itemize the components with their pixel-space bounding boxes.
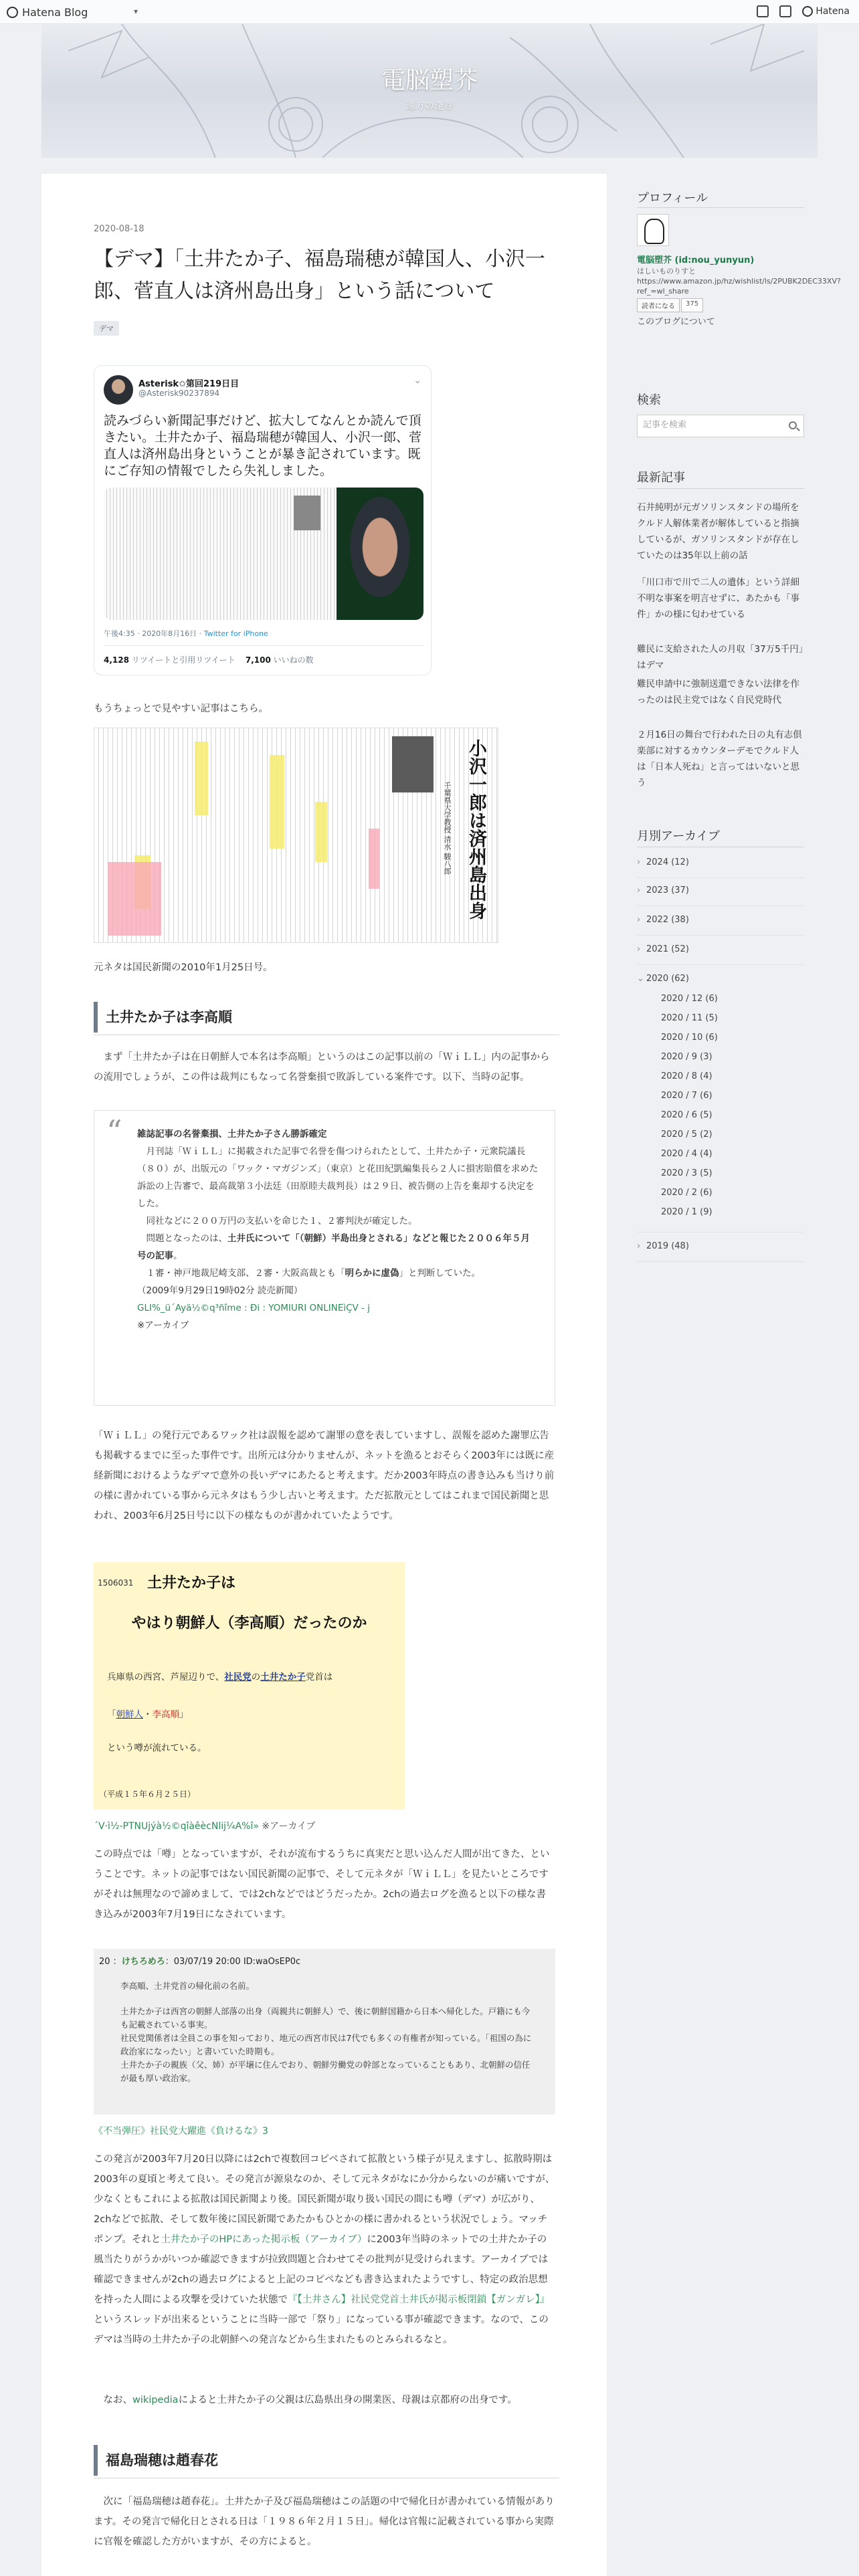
bbs-poster-name: けちろめろ bbox=[121, 1957, 165, 1967]
archive-year-2021[interactable] bbox=[637, 944, 804, 954]
archive-month-link[interactable]: 2020 / 12 (6) bbox=[661, 994, 718, 1004]
archive-month-link[interactable]: 2020 / 7 (6) bbox=[661, 1091, 712, 1101]
archive-link-row bbox=[94, 1819, 316, 1832]
category-tag[interactable]: デマ bbox=[94, 321, 119, 336]
clipping-body-3: という噂が流れている。 bbox=[107, 1743, 207, 1753]
retweet-label: リツイートと引用リツイート bbox=[131, 655, 235, 665]
tweet-timestamp[interactable]: 午後4:35 · 2020年8月16日 · bbox=[104, 629, 204, 638]
archive-month-link[interactable]: 2020 / 2 (6) bbox=[661, 1188, 712, 1198]
archive-year-label: 2022 (38) bbox=[646, 915, 689, 925]
recent-item[interactable]: 難民に支給された人の月収「37万5千円」はデマ bbox=[637, 644, 803, 671]
quote-cite-link[interactable]: GLI%_ü´Ayä½©q³ñîme : Ði : YOMIURI ONLINEìÇV - j bbox=[137, 1303, 371, 1313]
quote-body-4-lead: １審・神戸地裁尼崎支部、２審・大阪高裁とも「 bbox=[137, 1268, 345, 1279]
archive-heading: 月別アーカイブ bbox=[637, 829, 721, 843]
clipping-body-1e: 党首は bbox=[305, 1672, 333, 1683]
edit-post-icon[interactable] bbox=[757, 5, 769, 17]
profile-avatar[interactable] bbox=[637, 214, 669, 246]
hatena-ring-icon bbox=[802, 6, 813, 17]
bbs-post-body bbox=[120, 1979, 535, 2085]
bbs-line-3: 社民党関係者は全員この事を知っており、地元の西宮市民は7代でも多くの有権者が知っている。「祖国の為に政治家になったい」と書いていた時期も。 bbox=[120, 2033, 532, 2056]
quote-body-3 bbox=[137, 1230, 539, 1265]
paragraph-doi-5b: によると土井たか子の父親は広島県出身の開業医、母親は京都府の出身です。 bbox=[178, 2395, 517, 2405]
archive-year-label: 2020 (62) bbox=[646, 974, 689, 984]
clipping-body-1 bbox=[107, 1669, 401, 1685]
entry-date[interactable]: 2020-08-18 bbox=[94, 224, 145, 234]
bbs-thread-link[interactable]: 《不当弾圧》社民党大躍進《負けるな》3 bbox=[94, 2126, 268, 2137]
section-heading-fukushima: 福島瑞穂は趙春花 bbox=[94, 2445, 555, 2476]
hatena-global-header bbox=[0, 0, 859, 24]
clipping-title-line-1: 土井たか子は bbox=[147, 1575, 236, 1592]
archive-year-label: 2019 (48) bbox=[646, 1241, 689, 1251]
like-label: いいねの数 bbox=[273, 655, 314, 665]
paragraph-doi-5a: なお、 bbox=[94, 2395, 132, 2405]
bbs-post-header bbox=[99, 1954, 300, 1967]
archive-year-label: 2023 (37) bbox=[646, 885, 689, 895]
search-box bbox=[637, 415, 804, 437]
archive-month-link[interactable]: 2020 / 3 (5) bbox=[661, 1168, 712, 1178]
tweet-source[interactable]: Twitter for iPhone bbox=[203, 629, 268, 638]
archive-month-link[interactable]: 2020 / 4 (4) bbox=[661, 1149, 712, 1159]
archive-month-link[interactable]: 2020 / 1 (9) bbox=[661, 1207, 712, 1217]
quote-body-2: 同社などに２００万円の支払いを命じた１、２審判決が確定した。 bbox=[137, 1216, 417, 1226]
paragraph-doi-5 bbox=[94, 2390, 555, 2410]
clipping-body-2a: 「 bbox=[107, 1709, 116, 1720]
paragraph-fukushima-1: 次に「福島瑞穂は趙春花」。土井たか子及び福島瑞穂はこの話題の中で帰化日が書かれている情報があります。その発言で帰化日とされる日は「１９８６年２月１５日」。帰化は官報に記載されている事から実際に官報を確認した方がいますが、その方によると。 bbox=[94, 2496, 555, 2547]
newspaper-clipping-image[interactable] bbox=[94, 728, 498, 943]
quote-body-3-lead: 問題となったのは、 bbox=[137, 1233, 227, 1244]
blog-header bbox=[41, 24, 818, 158]
recent-heading: 最新記事 bbox=[637, 471, 685, 485]
paragraph-doi-4c: というスレッドが出来るということに当時一部で「祭り」になっている事が確認できます。なので、このデマは当時の土井たか子の北朝鮮への発言などから生まれたものとみられるなと。 bbox=[94, 2315, 549, 2345]
divider bbox=[637, 877, 804, 878]
subscribe-button[interactable]: 読者になる bbox=[637, 298, 680, 312]
clipping-headline: 小沢一郎は済州島出身 bbox=[466, 739, 486, 920]
paragraph-doi-4a: この発言が2003年7月20日以降には2chで複数回コピペされて拡散という様子が見えますし、拡散時期は2003年の夏頃と考えて良い。その発言が源泉なのか、そして元ネタがなにか分からないのが痛いですが、少なくともこれによる拡散は国民新聞より後。国民新聞が取り扱い国民の間にも噂（デマ）が広がり、2chなどで拡散、そして数年後に国民新聞であたかもひとかの様に書かれるという状況でしょう。マッチポンプ。それと bbox=[94, 2154, 555, 2245]
bbs-line-2: 土井たか子は西宮の朝鮮人部落の出身（両親共に朝鮮人）で、後に朝鮮国籍から日本へ帰化した。戸籍にも今も記載されている事実。 bbox=[120, 2006, 531, 2030]
clipping-body-2 bbox=[107, 1707, 189, 1720]
tweet-image-newspaper[interactable] bbox=[104, 488, 335, 620]
bbs-line-1: 李高順、土井党首の帰化前の名前。 bbox=[120, 1981, 255, 1991]
clipping-red-name: 李高順 bbox=[152, 1709, 179, 1720]
paragraph-readable: もうちょっとで見やすい記事はこちら。 bbox=[94, 704, 268, 714]
chevron-right-icon: › bbox=[637, 944, 641, 954]
archive-year-2023[interactable] bbox=[637, 885, 804, 895]
chevron-right-icon: › bbox=[637, 857, 641, 867]
highlight-mark bbox=[315, 802, 327, 862]
paragraph-doi-2: 「ＷｉＬＬ」の発行元であるワック社は誤報を認めて謝罪の意を表していますし、誤報を認めた謝罪広告も掲載するまでに至った事件です。出所元は分かりませんが、ネットを漁るとおそらく2003年には既に産経新聞におけるようなデマで意外の長いデマにあたると考えます。だか2003年時点の書き込みも当けり前の様に書かれている事から元ネタはもう少し古いと考えます。ただ拡散元としてはこれまで国民新聞と思われ、​2003年6月25日号に以下の様なものが書かれていたようです。 bbox=[94, 1430, 555, 1521]
blockquote-yomiuri bbox=[94, 1110, 555, 1406]
divider bbox=[637, 488, 804, 489]
profile-description: はしいものりすと https://www.amazon.jp/hz/wishlist/ls/2PUBK2DEC33XV?ref_=wl_share bbox=[637, 267, 841, 296]
archive-month-link[interactable]: 2020 / 9 (3) bbox=[661, 1052, 712, 1062]
paragraph-doi-4b: に2003年当時のネットでの土井たか子の風当たりがうかがいつか確認できますが拉致問題と合わせてその批判が見受けられます。アーカイブでは確認できませんが2chの過去ログによると上記のコピペなども書き込まれたようですし、特定の政治思想を持った人間による攻撃を受けていた状態で bbox=[94, 2234, 549, 2305]
search-icon[interactable] bbox=[789, 421, 797, 429]
tweet-author-name[interactable]: Asterisk✩第回219日目 bbox=[138, 379, 240, 389]
wikipedia-link[interactable]: wikipedia bbox=[132, 2395, 179, 2405]
archive-month-link[interactable]: 2020 / 5 (2) bbox=[661, 1130, 712, 1140]
archive-note[interactable]: ※アーカイブ bbox=[258, 1821, 316, 1832]
embedded-tweet bbox=[94, 365, 432, 675]
kokumin-shimbun-clipping bbox=[94, 1562, 405, 1810]
logo-dropdown-icon[interactable]: ▾ bbox=[134, 7, 138, 16]
quote-archive-note[interactable]: ※アーカイブ bbox=[137, 1320, 189, 1331]
quote-body-1: 月刊誌「ＷｉＬＬ」に掲載された記事で名誉を傷つけられたとして、土井たか子・元衆院議長（８０）が、出版元の「ワック・マガジンズ」（東京）と花田紀凱編集長ら２人に損害賠償を求めた訴訟の上告審で、最高裁第３小法廷（田原睦夫裁判長）は２９日、被告側の上告を棄却する決定をした。 bbox=[137, 1146, 539, 1209]
like-count[interactable]: 7,100 bbox=[245, 655, 271, 665]
clipping-body-1a: 兵庫県の西宮、芦屋辺りで、 bbox=[107, 1672, 225, 1683]
clipping-link-korean[interactable]: 朝鮮人 bbox=[116, 1709, 143, 1720]
highlight-mark bbox=[195, 742, 208, 815]
paragraph-doi-4 bbox=[94, 2149, 555, 2350]
bbs-post-number: 20 ： bbox=[99, 1957, 122, 1967]
clipping-body-2e: 」 bbox=[179, 1709, 189, 1720]
chevron-right-icon: › bbox=[637, 915, 641, 925]
search-heading: 検索 bbox=[637, 393, 661, 407]
tweet-meta bbox=[104, 628, 268, 639]
divider bbox=[637, 935, 804, 936]
hatena-blog-logo-text: Hatena Blog bbox=[22, 6, 88, 19]
archive-month-link[interactable]: 2020 / 10 (6) bbox=[661, 1033, 718, 1043]
tweet-image-portrait[interactable] bbox=[337, 488, 423, 620]
pink-highlight-mark bbox=[369, 829, 379, 889]
paragraph-doi-1: まず「土井たか子は在日朝鮮人で本名は李高順」というのはこの記事以前の「ＷｉＬＬ」内の記事からの流用でしょうが、この件は裁判にもなって名誉棄損で敗訴している案件です。以下、当時の記事。 bbox=[94, 1052, 550, 1083]
hatena-blog-logo[interactable] bbox=[7, 6, 88, 19]
divider bbox=[637, 207, 804, 208]
clipping-date: （平成１５年６月２５日） bbox=[99, 1790, 196, 1799]
retweet-count[interactable]: 4,128 bbox=[104, 655, 129, 665]
quote-title: 雑誌記事の名誉棄損、土井たか子さん勝訴確定 bbox=[137, 1129, 327, 1140]
header-actions bbox=[757, 5, 850, 17]
divider bbox=[637, 1261, 804, 1262]
tweet-text: 読みづらい新聞記事だけど、拡大してなんとか読んで頂きたい。土井たか子、福島瑞穂が韓国人、小沢一郎、菅直人は済州島出身ということが暴き記されています。既にご存知の情報でしたら失礼しました。 bbox=[104, 413, 422, 478]
chevron-right-icon: › bbox=[637, 1241, 641, 1251]
quote-body-4-end: 」と判断していた。 bbox=[399, 1268, 480, 1279]
chevron-down-icon: ⌄ bbox=[637, 974, 644, 984]
main-column bbox=[41, 174, 607, 2576]
recent-item[interactable]: ２月16日の舞台で行われた日の丸有志倶楽部に対するカウンターデモでクルド人は「日本人死ね」と言ってはいないと思う bbox=[637, 730, 802, 788]
profile-heading: プロフィール bbox=[637, 191, 708, 205]
archive-year-label: 2021 (52) bbox=[646, 944, 689, 954]
search-input[interactable] bbox=[643, 420, 777, 430]
archive-month-link[interactable]: 2020 / 6 (5) bbox=[661, 1110, 712, 1120]
bbs-post-date: ：03/07/19 20:00 ID:waOsEP0c bbox=[165, 1957, 301, 1967]
highlight-mark bbox=[270, 755, 284, 849]
clipping-title-line-2: やはり朝鮮人（李高順）だったのか bbox=[131, 1615, 367, 1632]
pink-highlight-mark bbox=[108, 862, 161, 936]
archive-year-2019[interactable] bbox=[637, 1241, 804, 1251]
clipping-body-2c: ・ bbox=[143, 1709, 153, 1720]
divider bbox=[637, 964, 804, 965]
archive-year-2022[interactable] bbox=[637, 915, 804, 925]
tweet-stats bbox=[104, 645, 423, 665]
archive-month-link[interactable]: 2020 / 8 (4) bbox=[661, 1071, 712, 1081]
blockquote-body bbox=[137, 1125, 539, 1334]
recent-item[interactable]: 難民申請中に強制送還できない法律を作ったのは民主党ではなく自民党時代 bbox=[637, 679, 799, 706]
garbled-archive-link[interactable]: ´V·ì½-PTNUjýà½©qîàêècNlij¼A%î» bbox=[94, 1821, 259, 1832]
clipping-link-sdp[interactable]: 社民党 bbox=[224, 1672, 252, 1683]
quote-mark-icon: “ bbox=[106, 1113, 122, 1150]
entry-title[interactable]: 【デマ】「土井たか子、福島瑞穂が韓国人、小沢一郎、菅直人は済州島出身」という話について bbox=[94, 247, 545, 303]
doi-hp-archive-link[interactable]: 土井たか子のHPにあった掲示板（アーカイブ） bbox=[161, 2234, 367, 2245]
hatena-account-link[interactable] bbox=[802, 6, 850, 17]
quote-body-3-end: 。 bbox=[173, 1251, 183, 1261]
paragraph-source: 元ネタは国民新聞の2010年1月25日号。 bbox=[94, 962, 273, 973]
tweet-author-handle[interactable]: @Asterisk90237894 bbox=[138, 389, 220, 398]
divider bbox=[637, 905, 804, 906]
doi-bbs-closed-thread-link[interactable]: 『【土井さん】社民党党首土井氏が掲示板閉鎖【ガンガレ】』 bbox=[288, 2294, 550, 2305]
about-blog-link[interactable]: このブログについて bbox=[637, 317, 715, 327]
clipping-body-1c: の bbox=[251, 1672, 261, 1683]
bbs-quote bbox=[94, 1949, 555, 2115]
clipping-link-doi[interactable]: 土井たか子 bbox=[260, 1672, 306, 1683]
clipping-photo bbox=[392, 736, 434, 792]
quote-body-4-bold: 明らかに虚偽 bbox=[345, 1268, 399, 1279]
avatar[interactable] bbox=[104, 375, 133, 405]
hatena-logo-icon bbox=[7, 7, 18, 18]
notification-icon[interactable] bbox=[779, 5, 791, 17]
archive-year-2020[interactable] bbox=[637, 974, 804, 984]
paragraph-doi-3: この時点では「噂」となっていますが、それが流布するうちに真実だと思い込んだ人間が出てきた、ということです。ネットの記事ではない国民新聞の記事で、そして元ネタが「ＷｉＬＬ」を見たいところですがそれは無理なので諦めまして、では2chなどではどうだったか。2chの過去ログを漁ると以下の様な書き込みが2003年7月19日になされています。 bbox=[94, 1849, 550, 1920]
bbs-line-4: 土井たか子の親族（父、姉）が平壌に住んでおり、朝鮮労働党の幹部となっていることもあり、北朝鮮の信任が最も厚い政治家。 bbox=[120, 2060, 531, 2083]
archive-month-link[interactable]: 2020 / 11 (5) bbox=[661, 1013, 718, 1023]
reader-count: 375 bbox=[681, 298, 703, 312]
quote-body-4 bbox=[137, 1265, 539, 1282]
archive-year-label: 2024 (12) bbox=[646, 857, 689, 867]
chevron-right-icon: › bbox=[637, 885, 641, 895]
hatena-account-label: Hatena bbox=[816, 6, 850, 17]
archive-year-2024[interactable] bbox=[637, 857, 804, 867]
recent-item[interactable]: 石井純明が元ガソリンスタンドの場所をクルド人解体業者が解体していると指摘しているが、ガソリンスタンドが存在していたのは35年以上前の話 bbox=[637, 502, 799, 561]
profile-name-link[interactable]: 電脳塑芥 (id:nou_yunyun) bbox=[637, 255, 755, 265]
section-heading-doi: 土井たか子は李高順 bbox=[94, 1002, 555, 1033]
clipping-byline: 千葉県大学教授 清水 駿八郎 bbox=[443, 782, 452, 875]
blog-title[interactable]: 電脳塑芥 bbox=[381, 67, 478, 94]
reader-button-group bbox=[637, 298, 703, 312]
blog-subtitle: 遠方の逢谷 bbox=[406, 101, 453, 112]
chevron-down-icon[interactable]: ⌄ bbox=[413, 375, 421, 386]
tweet-images[interactable] bbox=[104, 488, 423, 620]
clipping-id: 1506031 bbox=[98, 1578, 134, 1588]
quote-date: （2009年9月29日19時02分 読売新聞） bbox=[137, 1285, 303, 1296]
recent-item[interactable]: 「川口市で川で二人の遺体」という詳細不明な事案を明言せずに、あたかも「事件」かの様に匂わせている bbox=[637, 577, 799, 620]
quote-body-3-bold: 土井氏について「（朝鮮）半島出身とされる」などと報じた２００６年５月号の記事 bbox=[137, 1233, 530, 1261]
